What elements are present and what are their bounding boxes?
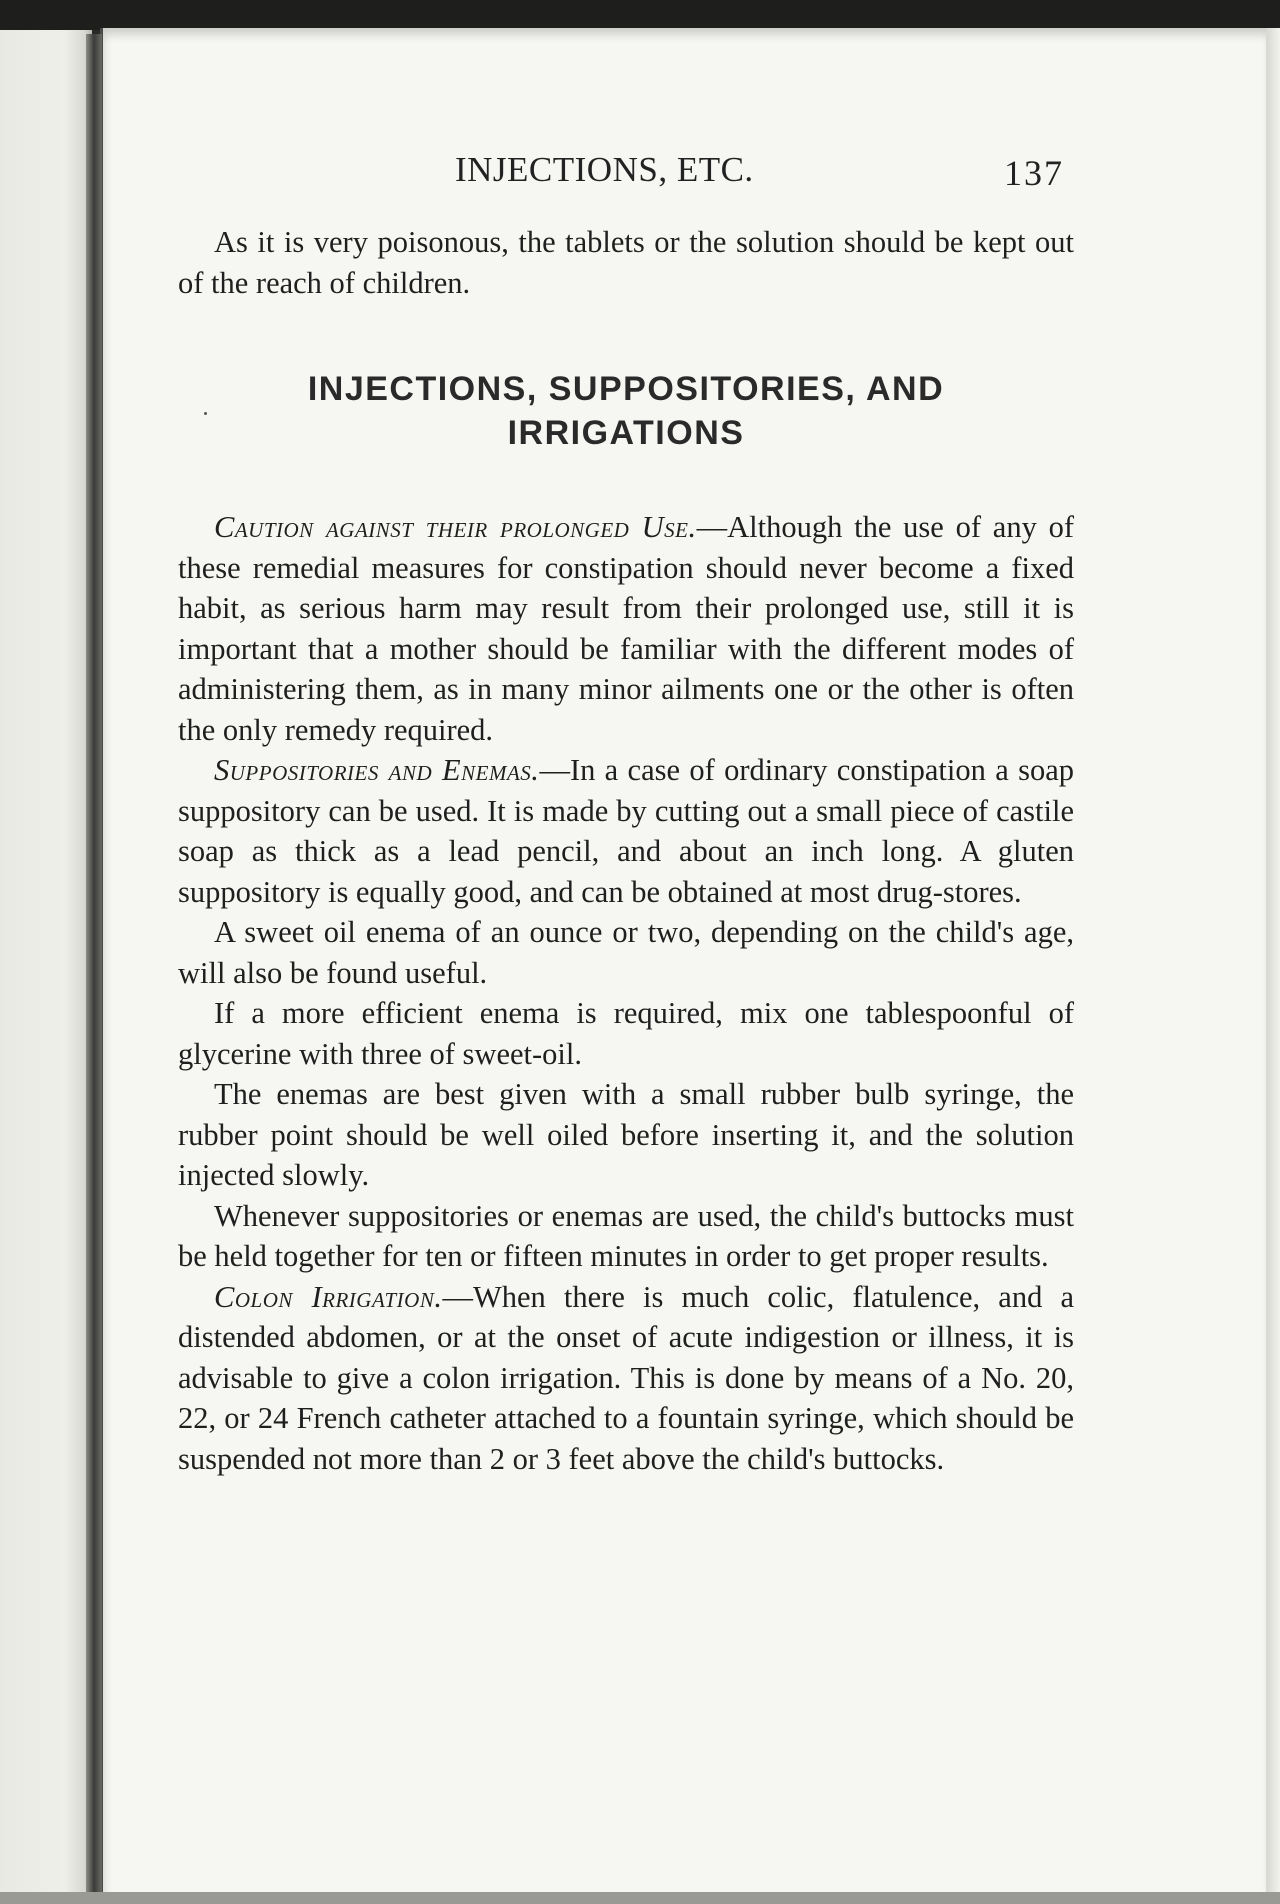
suppositories-lead: Suppositories and Enemas. xyxy=(214,753,540,787)
colon-lead: Colon Irrigation. xyxy=(214,1279,443,1314)
section-heading-line-1: INJECTIONS, SUPPOSITORIES, AND xyxy=(307,370,945,408)
suppositories-text: —In a case of ordinary constipation a soap suppository can be used. It is made by cutting out a small piece of castile soap as thick as a lead pencil, and about an inch long. A gluten suppository is equally good, and can be obtained at most drug-stores. xyxy=(178,753,1074,909)
facing-page-edge xyxy=(0,30,92,1904)
section-heading-line-2: IRRIGATIONS xyxy=(507,414,745,452)
sweet-oil-paragraph: A sweet oil enema of an ounce or two, depending on the child's age, will also be found useful. xyxy=(178,915,1074,990)
intro-paragraph: As it is very poisonous, the tablets or the solution should be kept out of the reach of children. xyxy=(178,225,1074,300)
scan-top-edge xyxy=(0,0,1280,30)
page-body xyxy=(178,222,1074,1479)
syringe-paragraph: The enemas are best given with a small rubber bulb syringe, the rubber point should be well oiled before inserting it, and the solution injected slowly. xyxy=(178,1077,1074,1192)
buttocks-paragraph: Whenever suppositories or enemas are used, the child's buttocks must be held together for ten or fifteen minutes in order to get proper results. xyxy=(178,1198,1074,1273)
caution-paragraph xyxy=(178,507,1074,750)
caution-text: —Although the use of any of these remedial measures for constipation should never become a fixed habit, as serious harm may result from their prolonged use, still it is important that a mother should be familiar with the different modes of administering them, as in many minor ailments one or the other is often the only remedy required. xyxy=(178,510,1074,747)
running-head xyxy=(0,150,1280,200)
page-number: 137 xyxy=(1004,153,1064,193)
running-title: INJECTIONS, ETC. xyxy=(455,150,754,189)
suppositories-paragraph xyxy=(178,750,1074,912)
glycerine-paragraph: If a more efficient enema is required, mix one tablespoonful of glycerine with three of sweet-oil. xyxy=(178,996,1074,1071)
colon-text: —When there is much colic, flatulence, and a distended abdomen, or at the onset of acute indigestion or illness, it is advisable to give a colon irrigation. This is done by means of a No. 20, 22, or 24 French catheter attached to a fountain syringe, which should be suspended not more than 2 or 3 feet above the child's buttocks. xyxy=(178,1279,1074,1476)
scan-bottom-edge xyxy=(0,1892,1280,1904)
book-gutter xyxy=(86,34,102,1904)
colon-paragraph xyxy=(178,1277,1074,1480)
page-right-edge xyxy=(1266,28,1280,1904)
section-heading xyxy=(178,367,1074,455)
caution-lead: Caution against their prolonged Use. xyxy=(214,510,697,544)
